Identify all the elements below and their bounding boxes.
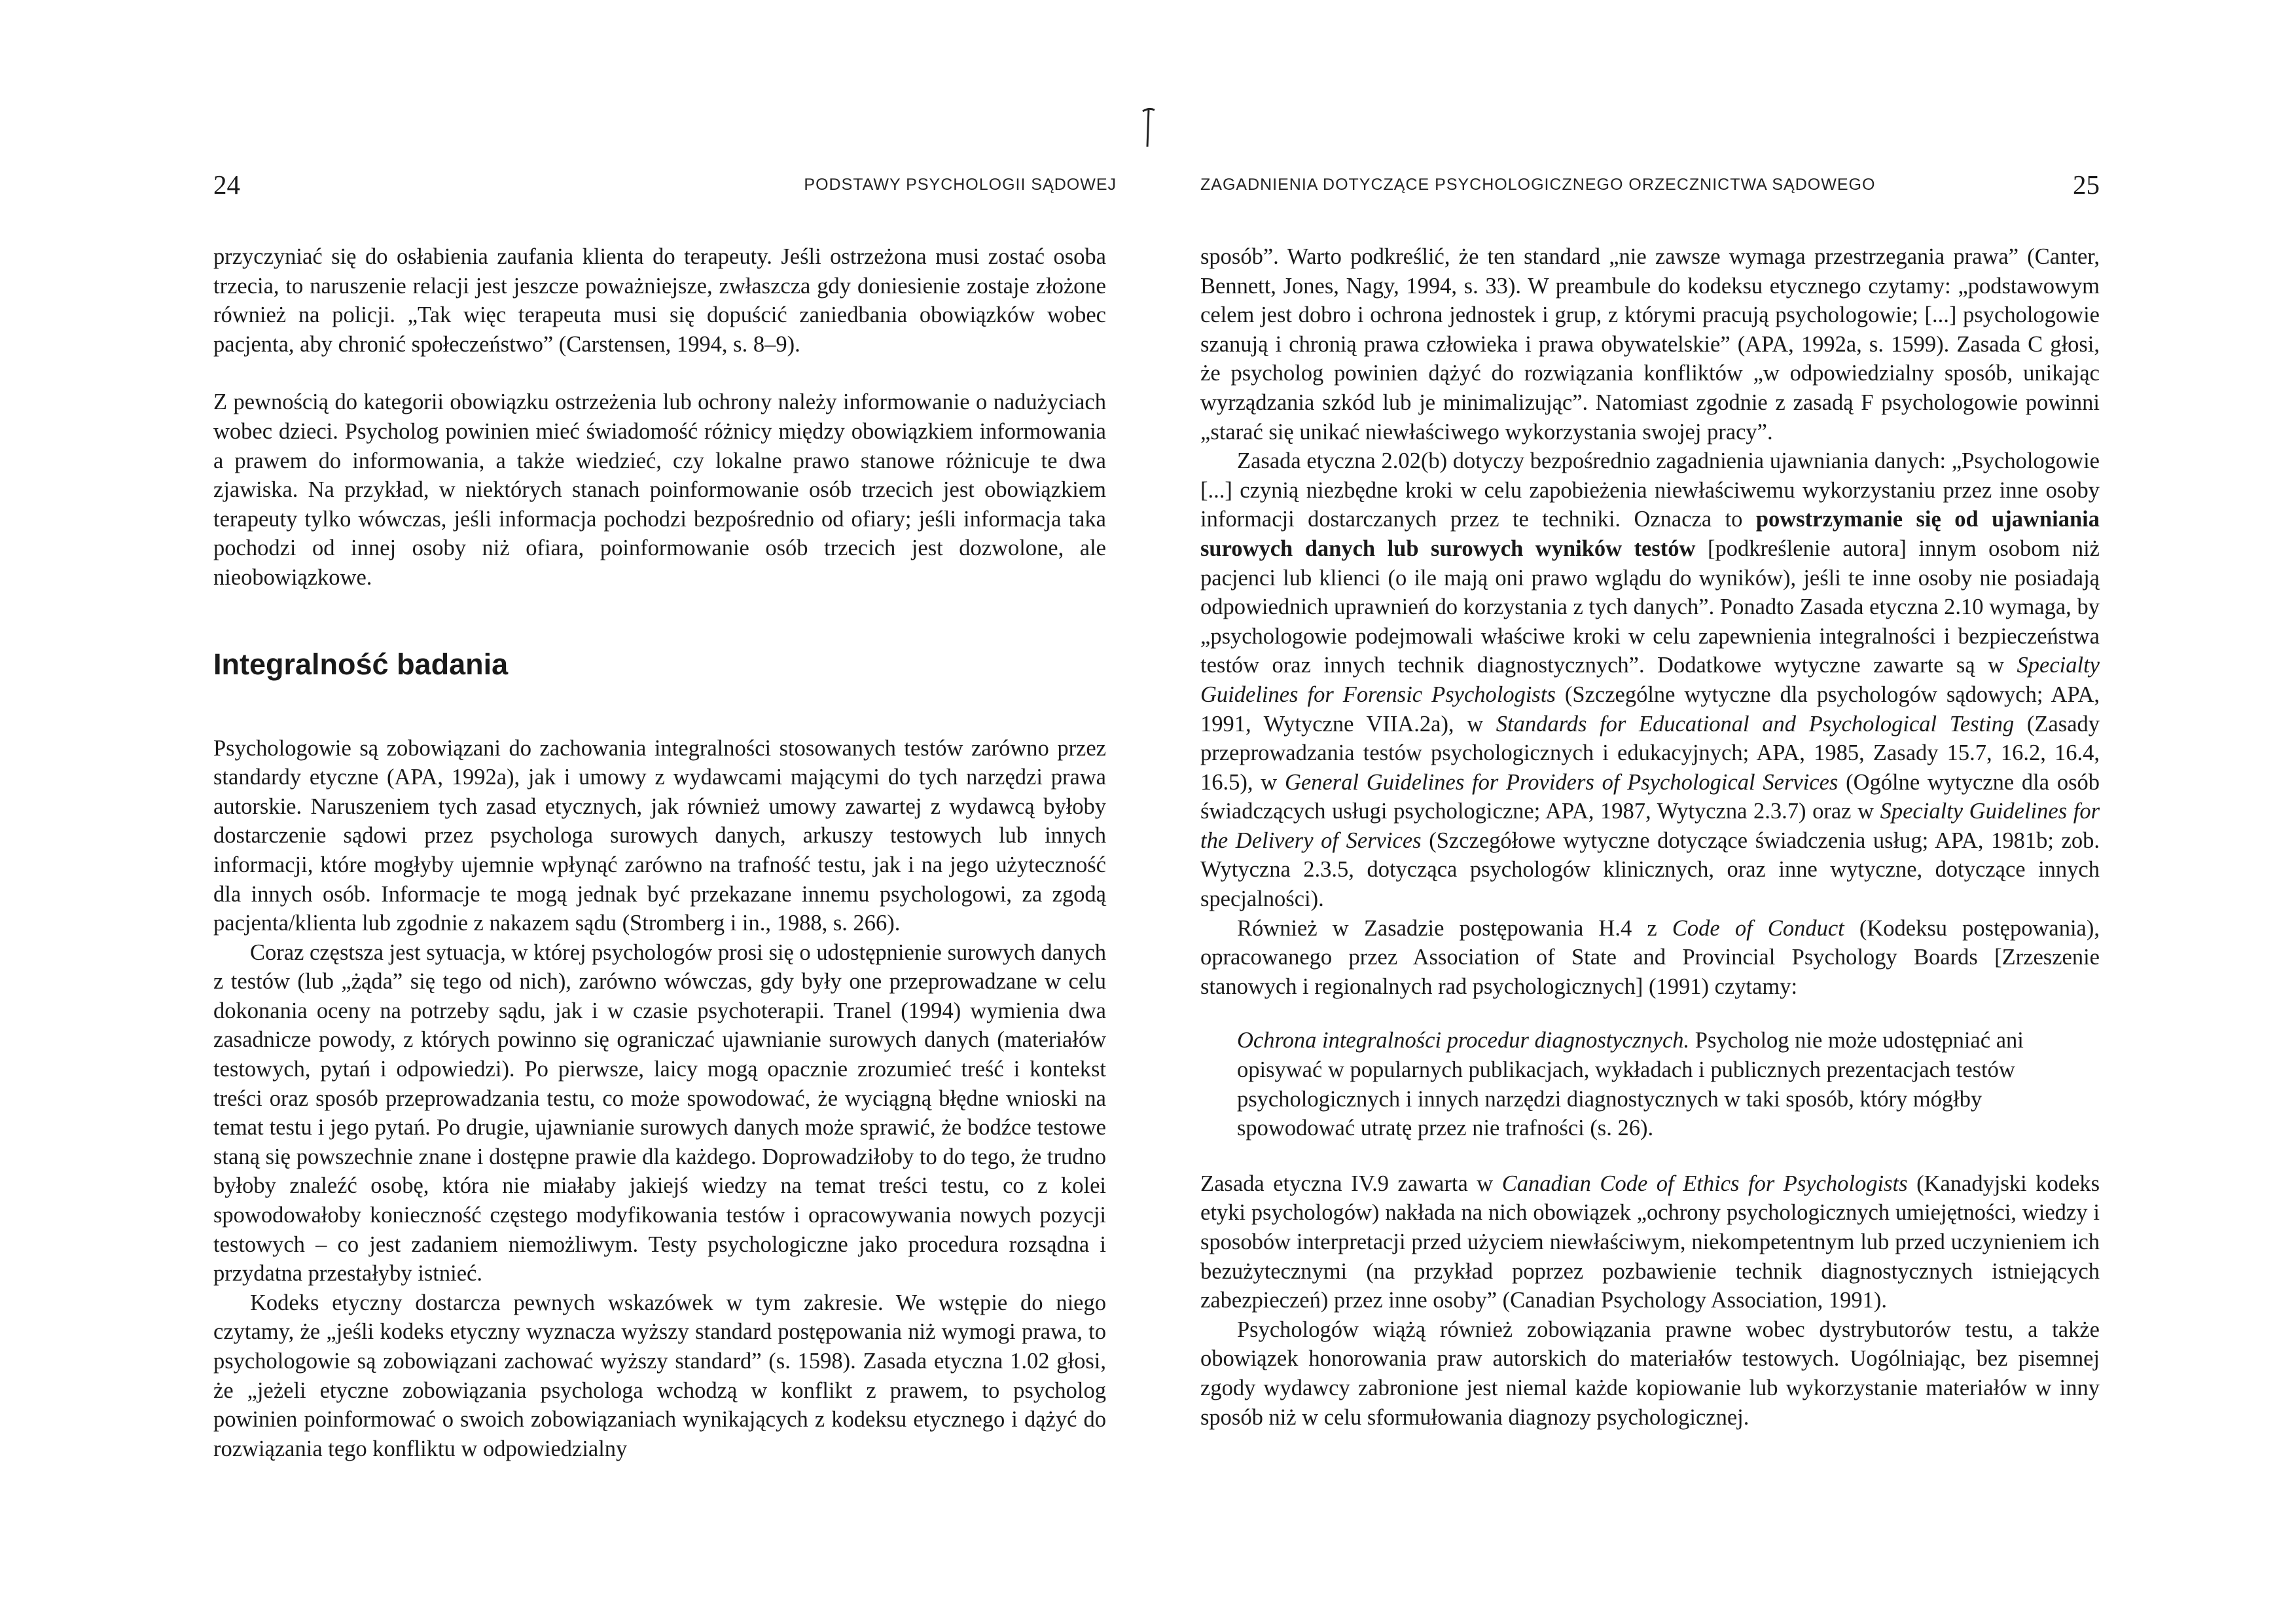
quote-text: Psycholog nie może udostępniać ani opisywać w popularnych publikacjach, wykładach i publicznych prezentacjach testów psychologicznych i innych narzędzi diagnostycznych w taki sposób, który mógłby spowodować utratę przez nie trafności (s. 26).	[1237, 1028, 2024, 1141]
paragraph: Kodeks etyczny dostarcza pewnych wskazówek w tym zakresie. We wstępie do niego czytamy, że „jeśli kodeks etyczny wyznacza wyższy standard postępowania niż wymogi prawa, to psychologowie są zobowiązani zachować wyższy standard” (s. 1598). Zasada etyczna 1.02 głosi, że „jeżeli etyczne zobowiązania psychologa wchodzą w konflikt z prawem, to psycholog powinien poinformować o swoich zobowiązaniach wynikających z kodeksu etycznego i dążyć do rozwiązania tego konfliktu w odpowiedzialny	[213, 1290, 1106, 1461]
title-italic: Specialty Guidelines for the Delivery of Services	[1200, 799, 2100, 853]
block-quote	[1237, 1026, 2056, 1142]
title-italic: General Guidelines for Providers of Psychological Services	[1284, 769, 1839, 795]
paragraph: przyczyniać się do osłabienia zaufania klienta do terapeuty. Jeśli ostrzeżona musi zostać osoba trzecia, to naruszenie relacji jest jeszcze poważniejsze, zwłaszcza gdy doniesienie zostaje złożone również na policji. „Tak więc terapeuta musi się dopuścić zaniedbania obowiązków wobec pacjenta, aby chronić społeczeństwo” (Carstensen, 1994, s. 8–9).	[213, 244, 1106, 357]
paragraph: Psychologowie są zobowiązani do zachowania integralności stosowanych testów zarówno przez standardy etyczne (APA, 1992a), jak i umowy z wydawcami mającymi do tych narzędzi prawa autorskie. Naruszeniem tych zasad etycznych, jak również umowy zawartej z wydawcą byłoby dostarczenie sądowi przez psychologa surowych danych, arkuszy testowych lub innych informacji, które mogłyby ujemnie wpłynąć zarówno na trafność testu, jak i na jego użyteczność dla innych osób. Informacje te mogą jednak być przekazane innemu psychologowi, za zgodą pacjenta/klienta lub zgodnie z nakazem sądu (Stromberg i in., 1988, s. 266).	[213, 735, 1106, 936]
quote-title: Ochrona integralności procedur diagnostycznych.	[1237, 1028, 1690, 1053]
right-page	[1148, 0, 2296, 1623]
text-run: (Kanadyjski kodeks etyki psychologów) nakłada na nich obowiązek „ochrony psychologicznych umiejętności, wiedzy i sposobów interpretacji przed użyciem niewłaściwym, niekompetentnym lub przed uczynieniem ich bezużytecznymi (na przykład poprzez pozbawienie technik diagnostycznych istniejących zabezpieczeń) przez inne osoby” (Canadian Psychology Association, 1991).	[1200, 1171, 2100, 1313]
section-heading: Integralność badania	[213, 647, 509, 681]
text-run: (Ogólne wytyczne dla osób świadczących usługi psychologiczne; APA, 1987, Wytyczna 2.3.7) oraz w	[1200, 769, 2100, 824]
paragraph	[1200, 447, 2100, 914]
paragraph: Z pewnością do kategorii obowiązku ostrzeżenia lub ochrony należy informowanie o nadużyciach wobec dzieci. Psycholog powinien mieć świadomość różnicy między obowiązkiem informowania a prawem do informowania, a także wiedzieć, czy lokalne prawo stanowe różnicuje te dwa zjawiska. Na przykład, w niektórych stanach poinformowanie osób trzecich jest obowiązkiem terapeuty tylko wówczas, jeśli informacja pochodzi bezpośrednio od ofiary; jeśli informacja taka pochodzi od innej osoby niż ofiara, poinformowanie osób trzecich jest dozwolone, ale nieobowiązkowe.	[213, 390, 1106, 590]
title-italic: Code of Conduct	[1672, 915, 1844, 941]
body-text	[1200, 242, 2100, 1432]
running-head: PODSTAWY PSYCHOLOGII SĄDOWEJ	[804, 175, 1117, 194]
paragraph: sposób”. Warto podkreślić, że ten standard „nie zawsze wymaga przestrzegania prawa” (Canter, Bennett, Jones, Nagy, 1994, s. 33). W preambule do kodeksu etycznego czytamy: „podstawowym celem jest dobro i ochrona jednostek i grup, z którymi pracują psychologowie; [...] psychologowie szanują i chronią prawa człowieka i prawa obywatelskie” (APA, 1992a, s. 1599). Zasada C głosi, że psycholog powinien dążyć do rozwiązania konfliktów „w odpowiedzialny sposób, unikając wyrządzania szkód lub je minimalizując”. Natomiast zgodnie z zasadą F psychologowie powinni „starać się unikać niewłaściwego wykorzystania swojej pracy”.	[1200, 244, 2100, 445]
text-run: Również w Zasadzie postępowania H.4 z	[1237, 915, 1672, 941]
text-run: [podkreślenie autora] innym osobom niż pacjenci lub klienci (o ile mają oni prawo wglądu do wyników), jeśli te inne osoby nie posiadają odpowiednich uprawnień do korzystania z tych danych”. Ponadto Zasada etyczna 2.10 wymaga, by „psychologowie podejmowali właściwe kroki w celu zapewnienia integralności i bezpieczeństwa testów oraz innych technik diagnostycznych”. Dodatkowe wytyczne zawarte są w	[1200, 536, 2100, 678]
text-run: (Szczególne wytyczne dla psychologów sądowych; APA, 1991, Wytyczne VIIA.2a), w	[1200, 682, 2100, 737]
text-run: (Zasady przeprowadzania testów psychologicznych i edukacyjnych; APA, 1985, Zasady 15.7, 16.2, 16.4, 16.5), w	[1200, 711, 2100, 795]
text-run: (Szczegółowe wytyczne dotyczące świadczenia usług; APA, 1981b; zob. Wytyczna 2.3.5, dotycząca psychologów klinicznych, oraz inne wytyczne, dotyczące innych specjalności).	[1200, 828, 2100, 912]
paragraph: Coraz częstsza jest sytuacja, w której psychologów prosi się o udostępnienie surowych danych z testów (lub „żąda” się tego od nich), zarówno wówczas, gdy były one przeprowadzane w celu dokonania oceny na potrzeby sądu, jak i w czasie psychoterapii. Tranel (1994) wymienia dwa zasadnicze powody, z których powinno się ograniczać ujawnianie surowych danych (materiałów testowych, pytań i odpowiedzi). Po pierwsze, laicy mogą opacznie zrozumieć treść i kontekst treści oraz sposób przeprowadzania testu, co może spowodować, że wyciągną błędne wnioski na temat testu i jego pytań. Po drugie, ujawnianie surowych danych może sprawić, że bodźce testowe staną się powszechnie znane i dostępne prawie dla każdego. Doprowadziłoby to do tego, że trudno byłoby znaleźć osobę, która nie miałaby jakiejś wiedzy na temat treści testu, co z kolei spowodowałoby konieczność częstego modyfikowania testów i opracowywania nowych pozycji testowych – co jest zadaniem niemożliwym. Testy psychologiczne jako procedura rozsądna i przydatna przestałyby istnieć.	[213, 939, 1106, 1286]
page-number: 25	[2073, 170, 2100, 200]
title-italic: Standards for Educational and Psychological Testing	[1496, 711, 2015, 737]
paragraph: Psychologów wiążą również zobowiązania prawne wobec dystrybutorów testu, a także obowiązek honorowania praw autorskich do materiałów testowych. Uogólniając, bez pisemnej zgody wydawcy zabronione jest niemal każde kopiowanie lub wykorzystanie materiałów w inny sposób niż w celu sformułowania diagnozy psychologicznej.	[1200, 1317, 2100, 1430]
running-head: ZAGADNIENIA DOTYCZĄCE PSYCHOLOGICZNEGO ORZECZNICTWA SĄDOWEGO	[1200, 175, 1876, 194]
paragraph	[1200, 914, 2100, 1002]
paragraph	[1200, 1169, 2100, 1315]
text-run: Zasada etyczna 2.02(b) dotyczy bezpośrednio zagadnienia ujawniania danych: „Psychologowie [...] czynią niezbędne kroki w celu zapobieżenia niewłaściwemu wykorzystaniu przez inne osoby informacji dostarczanych przez te techniki. Oznacza to	[1200, 448, 2100, 532]
page-number: 24	[213, 170, 240, 200]
title-italic: Specialty Guidelines for Forensic Psychologists	[1200, 653, 2100, 707]
emphasis-bold: powstrzymanie się od ujawniania surowych danych lub surowych wyników testów	[1200, 507, 2100, 561]
title-italic: Canadian Code of Ethics for Psychologists	[1501, 1171, 1908, 1196]
body-text	[213, 242, 1106, 1463]
text-run: (Kodeksu postępowania), opracowanego przez Association of State and Provincial Psychology Boards [Zrzeszenie stanowych i regionalnych rad psychologicznych] (1991) czytamy:	[1200, 915, 2100, 999]
text-run: Zasada etyczna IV.9 zawarta w	[1200, 1171, 1502, 1196]
